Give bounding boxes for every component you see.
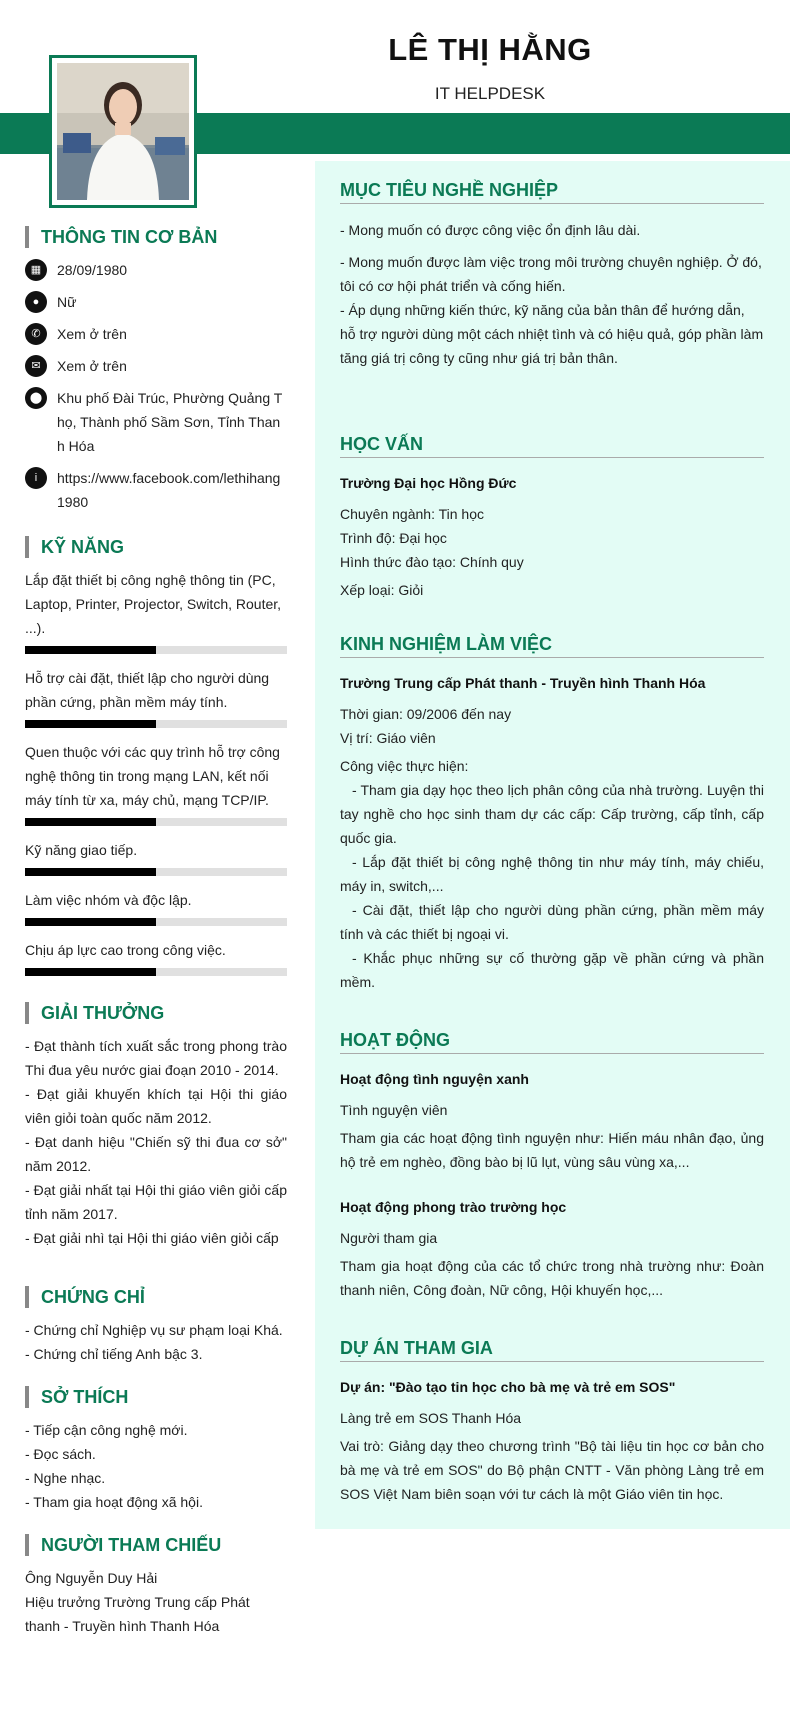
activity-role: Người tham gia xyxy=(340,1230,438,1246)
info-gender xyxy=(25,290,287,314)
company-name: Trường Trung cấp Phát thanh - Truyền hình Thanh Hóa xyxy=(340,675,706,691)
education-mode: Hình thức đào tạo: Chính quy xyxy=(340,554,524,570)
skill-level-fill xyxy=(25,968,156,976)
education-grade: Xếp loại: Giỏi xyxy=(340,582,424,598)
activity-role: Tình nguyện viên xyxy=(340,1102,448,1118)
info-text: Xem ở trên xyxy=(57,358,127,374)
skill-label: Kỹ năng giao tiếp. xyxy=(25,842,138,858)
reference-line: Hiệu trưởng Trường Trung cấp Phát thanh - Truyền hình Thanh Hóa xyxy=(25,1594,250,1634)
section-heading: SỞ THÍCH xyxy=(25,1386,287,1408)
skill-level-bar xyxy=(25,868,287,876)
skill-level-fill xyxy=(25,868,156,876)
project-description: Vai trò: Giảng dạy theo chương trình "Bộ tài liệu tin học cơ bản cho bà mẹ và trẻ em SOS" do Bộ phận CNTT - Văn phòng Làng trẻ em SOS Việt Nam biên soạn với tư cách là một Giáo viên tin học. xyxy=(340,1438,764,1502)
skill-level-fill xyxy=(25,720,156,728)
hobby-line: - Tham gia hoạt động xã hội. xyxy=(25,1494,203,1510)
certificate-line: - Chứng chỉ Nghiệp vụ sư phạm loại Khá. xyxy=(25,1322,283,1338)
profile-photo-frame xyxy=(49,55,197,208)
info-text: Xem ở trên xyxy=(57,326,127,342)
section-heading: NGƯỜI THAM CHIẾU xyxy=(25,1534,287,1556)
user-icon: ● xyxy=(25,291,47,313)
info-website[interactable] xyxy=(25,466,287,514)
section-heading: THÔNG TIN CƠ BẢN xyxy=(25,226,287,248)
task-line: - Lắp đặt thiết bị công nghệ thông tin như máy tính, máy chiếu, máy in, switch,... xyxy=(340,854,764,894)
skill-level-fill xyxy=(25,818,156,826)
hobby-line: - Nghe nhạc. xyxy=(25,1470,106,1486)
skill-level-fill xyxy=(25,918,156,926)
objective-paragraph: - Mong muốn có được công việc ổn định lâu dài. xyxy=(340,222,641,238)
email-icon: ✉ xyxy=(25,355,47,377)
activity-name: Hoạt động phong trào trường học xyxy=(340,1199,567,1215)
left-column xyxy=(25,226,287,1638)
section-heading: DỰ ÁN THAM GIA xyxy=(340,1336,764,1362)
tasks-label: Công việc thực hiện: xyxy=(340,758,469,774)
skill-level-bar xyxy=(25,720,287,728)
award-line: - Đạt giải nhì tại Hội thi giáo viên giỏi cấp xyxy=(25,1230,279,1246)
section-heading: MỤC TIÊU NGHỀ NGHIỆP xyxy=(340,178,764,204)
skill-label: Hỗ trợ cài đặt, thiết lập cho người dùng phần cứng, phần mềm máy tính. xyxy=(25,670,270,710)
candidate-role: IT HELPDESK xyxy=(434,84,546,103)
hobby-line: - Tiếp cận công nghệ mới. xyxy=(25,1422,188,1438)
award-line: - Đạt giải khuyến khích tại Hội thi giáo viên giỏi toàn quốc năm 2012. xyxy=(25,1086,287,1126)
basic-info-section xyxy=(25,226,287,514)
project-organization: Làng trẻ em SOS Thanh Hóa xyxy=(340,1410,522,1426)
skill-level-bar xyxy=(25,918,287,926)
awards-section xyxy=(25,1002,287,1250)
skill-level-fill xyxy=(25,646,156,654)
objective-paragraph: - Áp dụng những kiến thức, kỹ năng của bản thân để hướng dẫn, hỗ trợ người dùng một cách nhiệt tình và có hiệu quả, góp phần làm tăng giá trị công ty cũng như giá trị bản thân. xyxy=(340,302,764,366)
hobbies-section xyxy=(25,1386,287,1514)
section-heading: HOẠT ĐỘNG xyxy=(340,1028,764,1054)
info-birthdate xyxy=(25,258,287,282)
education-section xyxy=(340,432,764,602)
section-heading: HỌC VẤN xyxy=(340,432,764,458)
task-line: - Cài đặt, thiết lập cho người dùng phần cứng, phần mềm máy tính và các thiết bị ngoại vi. xyxy=(340,902,764,942)
skill-level-bar xyxy=(25,818,287,826)
award-line: - Đạt danh hiệu "Chiến sỹ thi đua cơ sở" năm 2012. xyxy=(25,1134,287,1174)
section-heading: KỸ NĂNG xyxy=(25,536,287,558)
calendar-icon: ▦ xyxy=(25,259,47,281)
location-icon: ⬤ xyxy=(25,387,47,409)
info-icon: i xyxy=(25,467,47,489)
section-heading: GIẢI THƯỞNG xyxy=(25,1002,287,1024)
education-level: Trình độ: Đại học xyxy=(340,530,447,546)
objective-section xyxy=(340,178,764,370)
info-phone xyxy=(25,322,287,346)
references-section xyxy=(25,1534,287,1638)
activities-section xyxy=(340,1028,764,1302)
experience-time: Thời gian: 09/2006 đến nay xyxy=(340,706,512,722)
right-column xyxy=(340,178,764,1506)
objective-paragraph: - Mong muốn được làm việc trong môi trường chuyên nghiệp. Ở đó, tôi có cơ hội phát triển và cống hiến. xyxy=(340,254,762,294)
task-line: - Tham gia dạy học theo lịch phân công của nhà trường. Luyện thi tay nghề cho học sinh tham dự các cấp: Cấp trường, cấp tỉnh, cấp quốc gia. xyxy=(340,782,764,846)
skill-label: Chịu áp lực cao trong công việc. xyxy=(25,942,226,958)
info-text: 28/09/1980 xyxy=(57,262,128,278)
award-line: - Đạt thành tích xuất sắc trong phong trào Thi đua yêu nước giai đoạn 2010 - 2014. xyxy=(25,1038,287,1078)
section-heading: KINH NGHIỆM LÀM VIỆC xyxy=(340,632,764,658)
experience-position: Vị trí: Giáo viên xyxy=(340,730,436,746)
award-line: - Đạt giải nhất tại Hội thi giáo viên giỏi cấp tỉnh năm 2017. xyxy=(25,1182,287,1222)
task-line: - Khắc phục những sự cố thường gặp về phần cứng và phần mềm. xyxy=(340,950,764,990)
activity-name: Hoạt động tình nguyện xanh xyxy=(340,1071,529,1087)
certificates-section xyxy=(25,1286,287,1366)
certificate-line: - Chứng chỉ tiếng Anh bậc 3. xyxy=(25,1346,203,1362)
skill-level-bar xyxy=(25,646,287,654)
activity-description: Tham gia các hoạt động tình nguyện như: Hiến máu nhân đạo, ủng hộ trẻ em nghèo, đồng bào bị lũ lụt, vùng sâu vùng xa,... xyxy=(340,1130,764,1170)
projects-section xyxy=(340,1336,764,1506)
skills-list xyxy=(25,568,287,976)
reference-line: Ông Nguyễn Duy Hải xyxy=(25,1570,158,1586)
skill-level-bar xyxy=(25,968,287,976)
education-major: Chuyên ngành: Tin học xyxy=(340,506,484,522)
section-heading: CHỨNG CHỈ xyxy=(25,1286,287,1308)
hobby-line: - Đọc sách. xyxy=(25,1446,96,1462)
school-name: Trường Đại học Hồng Đức xyxy=(340,475,517,491)
skill-label: Lắp đặt thiết bị công nghệ thông tin (PC, Laptop, Printer, Projector, Switch, Router, ...). xyxy=(25,572,282,636)
info-address xyxy=(25,386,287,458)
info-text: Nữ xyxy=(57,294,77,310)
info-text: Khu phố Đài Trúc, Phường Quảng Thọ, Thành phố Sầm Sơn, Tỉnh Thanh Hóa xyxy=(57,390,283,454)
skill-label: Làm việc nhóm và độc lập. xyxy=(25,892,192,908)
info-email xyxy=(25,354,287,378)
project-name: Dự án: "Đào tạo tin học cho bà mẹ và trẻ em SOS" xyxy=(340,1379,676,1395)
profile-photo xyxy=(57,63,189,200)
skill-label: Quen thuộc với các quy trình hỗ trợ công nghệ thông tin trong mạng LAN, kết nối máy tính từ xa, máy chủ, mạng TCP/IP. xyxy=(25,744,280,808)
activity-description: Tham gia hoạt động của các tổ chức trong nhà trường như: Đoàn thanh niên, Công đoàn, Nữ công, Hội khuyến học,... xyxy=(340,1258,764,1298)
candidate-name: LÊ THỊ HẰNG xyxy=(388,32,592,67)
experience-section xyxy=(340,632,764,994)
website-link[interactable]: https://www.facebook.com/lethihang1980 xyxy=(57,470,281,510)
skills-section xyxy=(25,536,287,976)
phone-icon: ✆ xyxy=(25,323,47,345)
